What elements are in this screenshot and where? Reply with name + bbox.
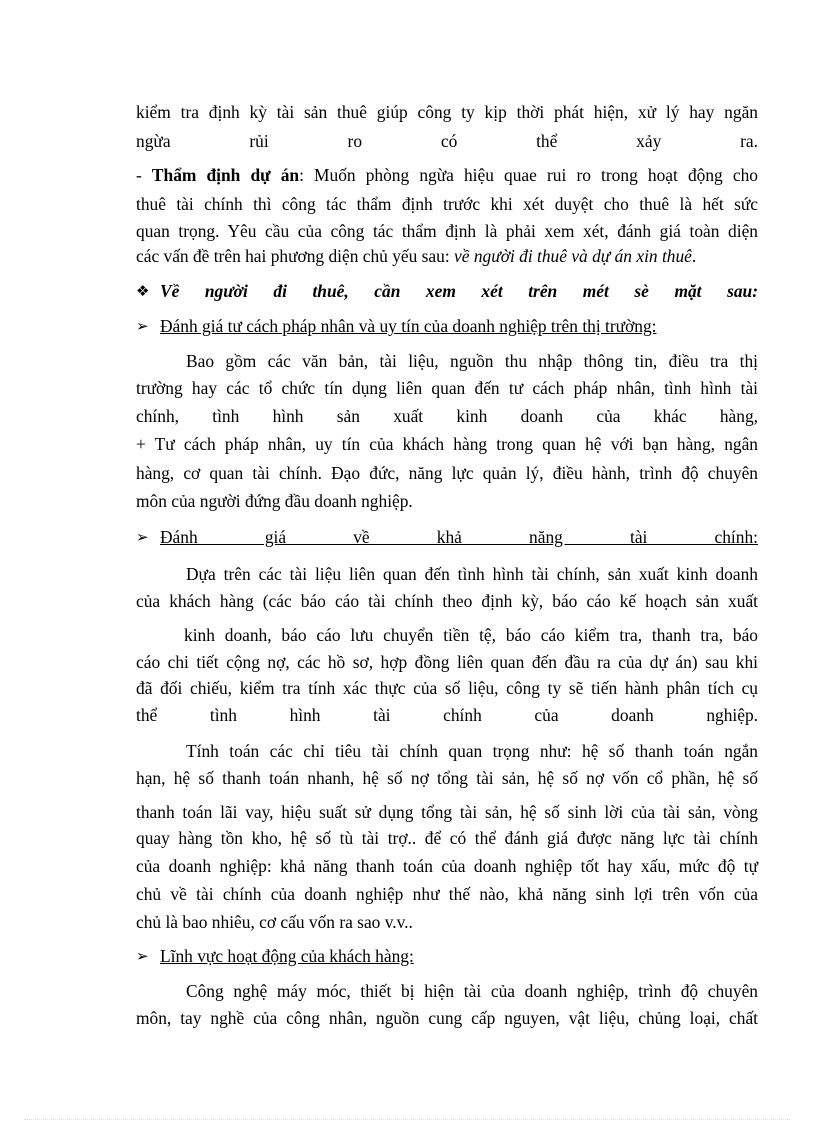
paragraph-line: chủ là bao nhiêu, cơ cấu vốn ra sao v.v.. [136,912,413,932]
arrowhead-bullet-icon: ➢ [136,947,149,965]
paragraph-line: trường hay các tổ chức tín dụng liên quan đến tư cách pháp nhân, tình hình tài [136,378,758,398]
subsection-heading [136,945,758,967]
paragraph-line: chủ về tài chính của doanh nghiệp như thế nào, khả năng sinh lợi trên vốn của [136,884,758,904]
paragraph-line: đã đối chiếu, kiểm tra tính xác thực của số liệu, công ty sẽ tiến hành phân tích cụ [136,678,758,698]
paragraph-line: hạn, hệ số thanh toán nhanh, hệ số nợ tổng tài sản, hệ số nợ vốn cổ phần, hệ số [136,768,758,788]
paragraph-line: quay hàng tồn kho, hệ số tù tài trợ.. để có thể đánh giá được năng lực tài chính [136,828,758,848]
paragraph-line: hàng, cơ quan tài chính. Đạo đức, năng lực quản lý, điều hành, trình độ chuyên [136,463,758,483]
text-run: các vấn đề trên hai phương diện chủ yếu sau: [136,246,455,266]
paragraph-line: ngừa rủi ro có thể xảy ra. [136,131,758,151]
paragraph-line: thuê tài chính thì công tác thẩm định trước khi xét duyệt cho thuê là hết sức [136,194,758,214]
bold-term: Thẩm định dự án [151,165,300,185]
paragraph-line: cáo chi tiết cộng nợ, các hồ sơ, hợp đồng liên quan đến đầu ra của dự án) sau khi [136,652,758,672]
diamond-bullet-icon: ❖ [136,282,150,300]
subsection-heading [136,315,758,337]
paragraph-line [136,245,758,267]
arrowhead-bullet-icon: ➢ [136,528,149,546]
paragraph-line: chính, tình hình sản xuất kinh doanh của khác hàng, [136,406,758,426]
paragraph-line: Dựa trên các tài liệu liên quan đến tình hình tài chính, sản xuất kinh doanh [186,564,758,584]
paragraph-line: của khách hàng (các báo cáo tài chính theo định kỳ, báo cáo kế hoạch sản xuất [136,591,758,611]
section-heading [136,280,758,302]
paragraph-line: quan trọng. Yêu cầu của công tác thẩm định là phải xem xét, đánh giá toàn diện [136,221,758,241]
text-run: : Muốn phòng ngừa hiệu quae rui ro trong hoạt động cho [299,165,758,185]
paragraph-line: + Tư cách pháp nhân, uy tín của khách hàng trong quan hệ với bạn hàng, ngân [136,434,758,454]
subsection-heading [136,526,758,548]
paragraph-line: Tính toán các chỉ tiêu tài chính quan trọng như: hệ số thanh toán ngắn [186,741,758,761]
paragraph-line: kinh doanh, báo cáo lưu chuyển tiền tệ, báo cáo kiểm tra, thanh tra, báo [184,625,758,645]
dash: - [136,165,152,185]
arrowhead-bullet-icon: ➢ [136,317,149,335]
italic-run: về người đi thuê và dự án xin thuê [454,246,692,266]
paragraph-line: môn, tay nghề của công nhân, nguồn cung cấp nguyen, vật liệu, chủng loại, chất [136,1008,758,1028]
paragraph-line: kiểm tra định kỳ tài sản thuê giúp công ty kịp thời phát hiện, xử lý hay ngăn [136,102,758,122]
page-bottom-border [24,1119,790,1120]
text-run: . [691,246,697,266]
paragraph-line [136,164,758,186]
paragraph-line: thanh toán lãi vay, hiệu suất sử dụng tổng tài sản, hệ số sinh lời của tài sản, vòng [136,802,758,822]
heading-text: Đánh giá tư cách pháp nhân và uy tín của doanh nghiệp trên thị trường: [160,316,657,336]
heading-text: Đánh giá về khả năng tài chính: [160,527,758,547]
paragraph-line: Bao gồm các văn bản, tài liệu, nguồn thu nhập thông tin, điều tra thị [186,351,758,371]
heading-text: Lĩnh vực hoạt động của khách hàng: [160,946,414,966]
paragraph-line: thể tình hình tài chính của doanh nghiệp. [136,705,758,725]
paragraph-line: môn của người đứng đầu doanh nghiệp. [136,491,413,511]
paragraph-line: Công nghệ máy móc, thiết bị hiện tài của doanh nghiệp, trình độ chuyên [186,981,758,1001]
paragraph-line: của doanh nghiệp: khả năng thanh toán của doanh nghiệp tốt hay xấu, mức độ tự [136,856,758,876]
heading-text: Về người đi thuê, cần xem xét trên mét sè mặt sau: [160,281,758,301]
